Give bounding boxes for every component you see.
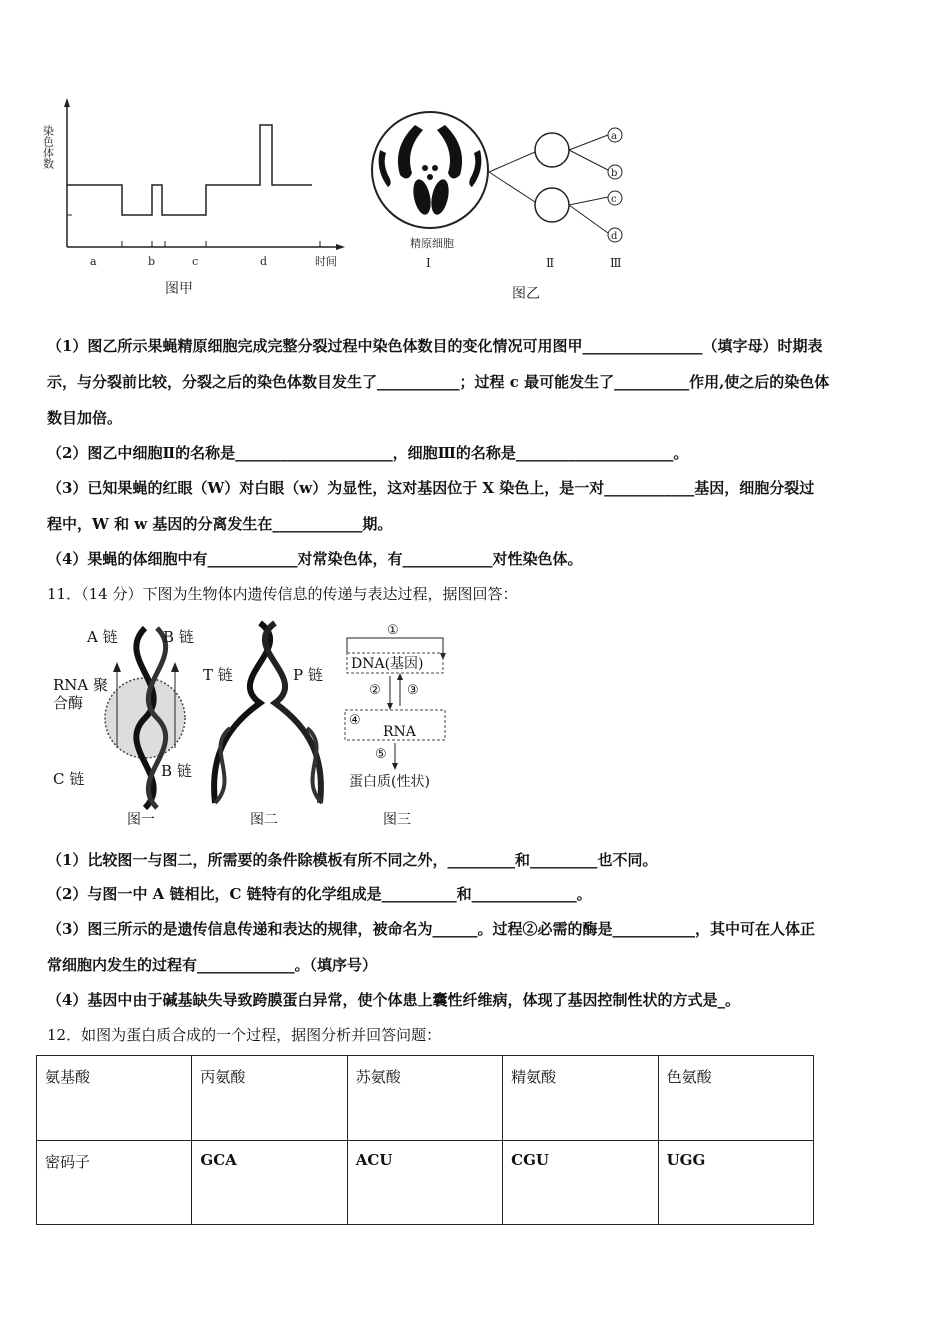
figure-q11 xyxy=(45,618,465,833)
fig1-label-enzyme: 合酶 xyxy=(53,694,84,712)
q11-part1: （1）比较图一与图二，所需要的条件除模板有所不同之外，_________和_________也不同。 xyxy=(47,851,658,869)
jia-xlabel: 时间 xyxy=(315,255,337,268)
q11-part3-line1: （3）图三所示的是遗传信息传递和表达的规律，被命名为______。过程②必需的酶是___________，其中可在人体正 xyxy=(47,920,815,938)
fig1-label-b-bottom: B 链 xyxy=(161,762,192,780)
yi-marker-a: a xyxy=(611,131,617,142)
table-cell: 苏氨酸 xyxy=(347,1056,502,1141)
jia-ylabel: 染色体数 xyxy=(41,125,55,169)
table-cell: 丙氨酸 xyxy=(192,1056,347,1141)
q11-header: 11．（14 分）下图为生物体内遗传信息的传递与表达过程，据图回答： xyxy=(47,585,518,603)
yi-marker-d: d xyxy=(611,231,618,242)
q10-part2: （2）图乙中细胞Ⅱ的名称是_____________________，细胞Ⅲ的名称是_____________________。 xyxy=(47,444,689,462)
fig3-caption: 图三 xyxy=(383,812,411,828)
q11-part3-line2: 常细胞内发生的过程有_____________。（填序号） xyxy=(47,956,378,974)
figure-jia-yi xyxy=(40,95,640,310)
yi-cell-label: 精原细胞 xyxy=(410,237,454,250)
jia-caption: 图甲 xyxy=(165,281,193,297)
yi-marker-b: b xyxy=(611,168,618,179)
table-cell: 氨基酸 xyxy=(37,1056,192,1141)
table-cell: 密码子 xyxy=(37,1140,192,1225)
fig2-caption: 图二 xyxy=(250,812,278,828)
table-cell: 色氨酸 xyxy=(658,1056,813,1141)
jia-tick-c: c xyxy=(192,255,199,268)
fig3-label-dna: DNA(基因) xyxy=(351,656,424,672)
fig3-label-3: ③ xyxy=(407,683,419,698)
table-cell: 精氨酸 xyxy=(503,1056,658,1141)
fig3-label-4: ④ xyxy=(349,713,361,728)
yi-stage-3: Ⅲ xyxy=(610,256,622,270)
table-cell: GCA xyxy=(192,1140,347,1225)
table-cell: ACU xyxy=(347,1140,502,1225)
fig1-label-rna: RNA 聚 xyxy=(53,676,109,694)
fig3-label-5: ⑤ xyxy=(375,747,387,762)
q11-part2: （2）与图一中 A 链相比，C 链特有的化学组成是__________和______________。 xyxy=(47,885,592,903)
yi-caption: 图乙 xyxy=(512,286,540,302)
jia-tick-d: d xyxy=(260,255,268,268)
q10-part1-line2: 示，与分裂前比较，分裂之后的染色体数目发生了___________；过程 c 最可能发生了__________作用,使之后的染色体 xyxy=(47,373,830,391)
yi-stage-1: Ⅰ xyxy=(426,256,431,270)
table-cell: CGU xyxy=(503,1140,658,1225)
codon-table xyxy=(36,1055,814,1225)
jia-tick-a: a xyxy=(90,255,97,268)
fig2-label-p: P 链 xyxy=(293,666,323,684)
q12-header: 12．如图为蛋白质合成的一个过程，据图分析并回答问题： xyxy=(47,1026,442,1044)
figure-3 xyxy=(345,623,446,828)
q10-part3-line2: 程中，W 和 w 基因的分离发生在____________期。 xyxy=(47,515,393,533)
figure-jia xyxy=(42,98,346,297)
fig1-caption: 图一 xyxy=(127,812,155,828)
yi-stage-2: Ⅱ xyxy=(546,256,555,270)
fig3-label-protein: 蛋白质(性状) xyxy=(349,774,430,790)
jia-tick-b: b xyxy=(148,255,156,268)
q10-part4: （4）果蝇的体细胞中有____________对常染色体，有____________对性染色体。 xyxy=(47,550,583,568)
fig2-label-t: T 链 xyxy=(203,666,233,684)
table-cell: UGG xyxy=(658,1140,813,1225)
q11-part4: （4）基因中由于碱基缺失导致跨膜蛋白异常，使个体患上囊性纤维病，体现了基因控制性状的方式是_。 xyxy=(47,991,740,1009)
q10-part3-line1: （3）已知果蝇的红眼（W）对白眼（w）为显性，这对基因位于 X 染色上，是一对____________基因，细胞分裂过 xyxy=(47,479,815,497)
fig3-label-1: ① xyxy=(387,623,399,638)
figure-2 xyxy=(203,623,323,828)
fig1-label-c: C 链 xyxy=(53,770,85,788)
figure-yi xyxy=(372,112,622,302)
table-row xyxy=(37,1056,814,1141)
figure-1 xyxy=(53,628,194,828)
q10-part1-line3: 数目加倍。 xyxy=(47,409,123,427)
q10-part1-line1: （1）图乙所示果蝇精原细胞完成完整分裂过程中染色体数目的变化情况可用图甲________________（填字母）时期表 xyxy=(47,337,823,355)
fig3-label-rna: RNA xyxy=(383,724,416,740)
fig1-label-b-top: B 链 xyxy=(163,628,194,646)
fig1-label-a: A 链 xyxy=(87,628,118,646)
yi-marker-c: c xyxy=(611,194,617,205)
table-row xyxy=(37,1140,814,1225)
fig3-label-2: ② xyxy=(369,683,381,698)
